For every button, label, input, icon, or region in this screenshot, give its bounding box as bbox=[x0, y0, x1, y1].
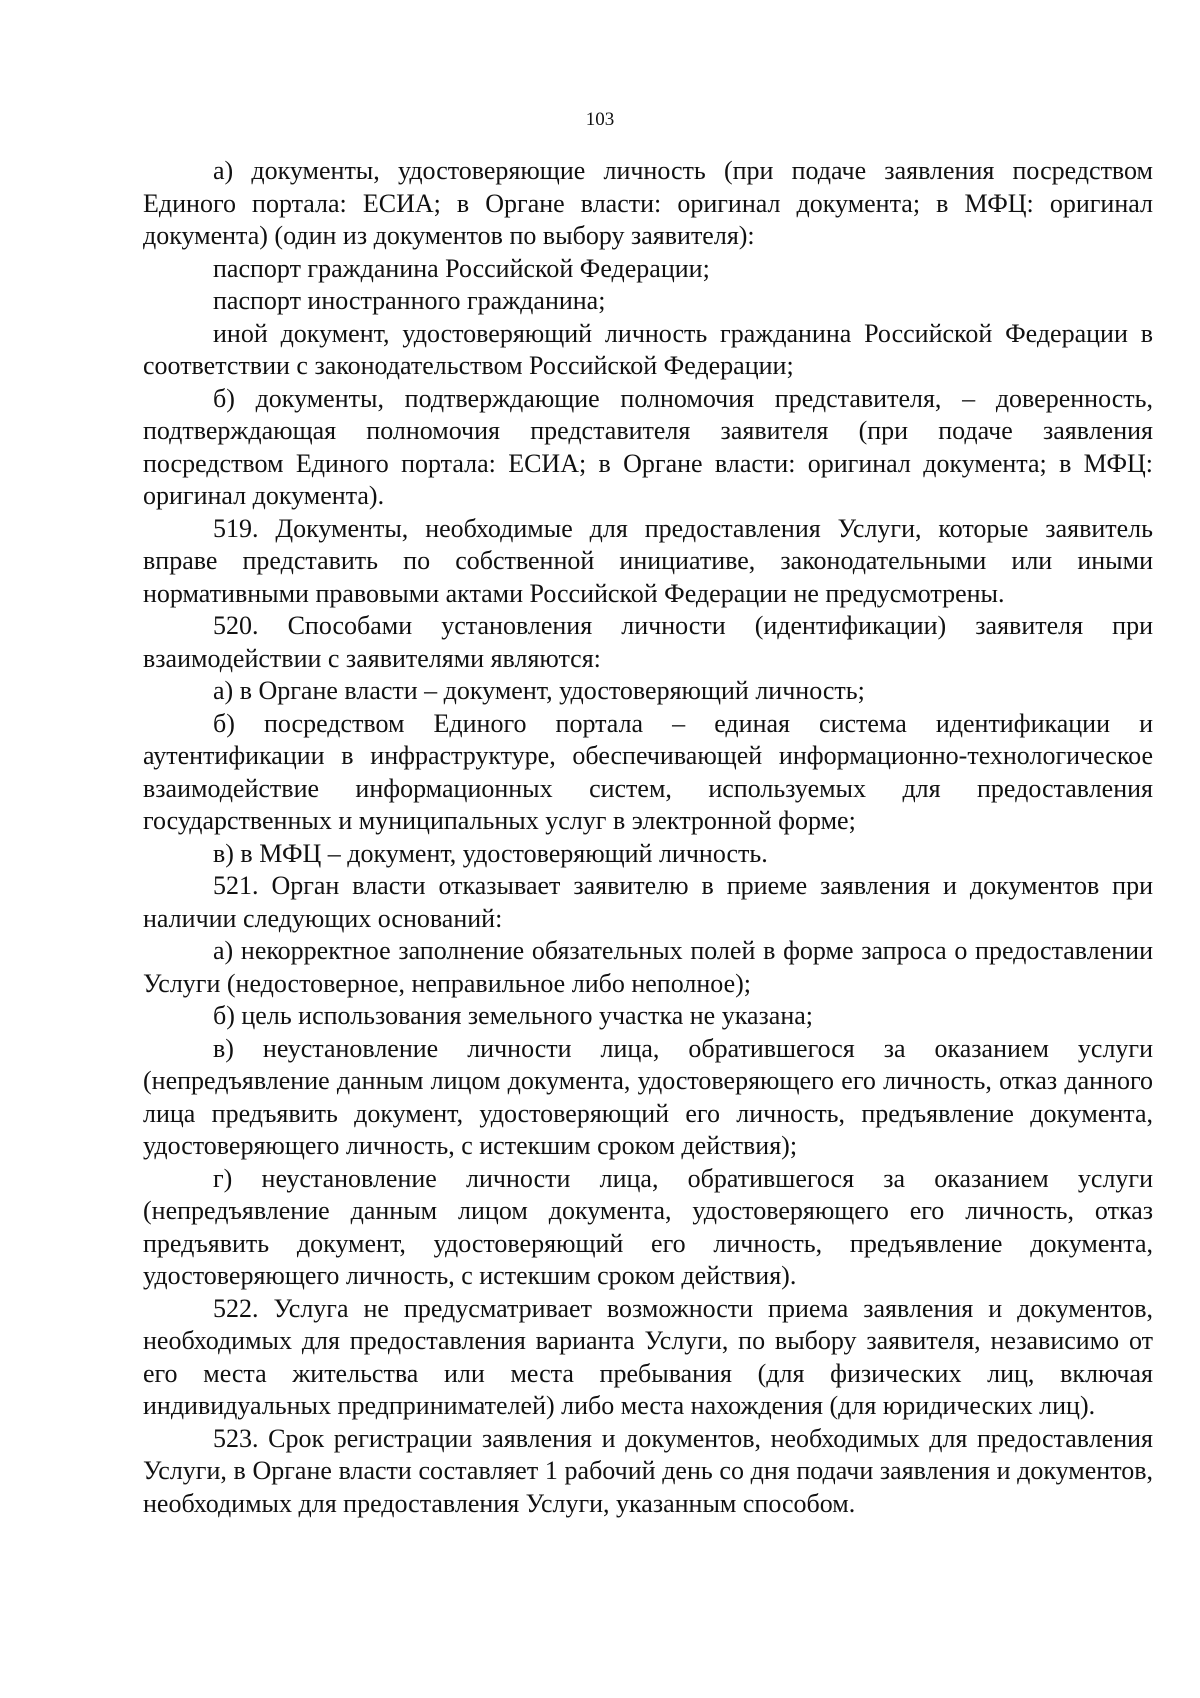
list-item-foreign-passport: паспорт иностранного гражданина; bbox=[213, 286, 606, 315]
clause-521-item-g: г) неустановление личности лица, обратившегося за оказанием услуги (непредъявление данным лицом документа, удостоверяющего его личность, отказ предъявить документ, удостоверяющий его личность, предъявление документа, удостоверяющего личность, с истекшим сроком действия). bbox=[143, 1163, 1153, 1290]
clause-521: 521. Орган власти отказывает заявителю в приеме заявления и документов при наличии следующих оснований: bbox=[143, 871, 1153, 933]
clause-523: 523. Срок регистрации заявления и документов, необходимых для предоставления Услуги, в Органе власти составляет 1 рабочий день со дня подачи заявления и документов, необходимых для предоставления Услуги, указанным способом. bbox=[143, 1423, 1153, 1518]
list-item-other-document: иной документ, удостоверяющий личность гражданина Российской Федерации в соответствии с законодательством Российской Федерации; bbox=[143, 318, 1153, 380]
clause-520-item-b: б) посредством Единого портала – единая система идентификации и аутентификации в инфраструктуре, обеспечивающей информационно-технологическое взаимодействие информационных систем, используемых для предоставления государственных и муниципальных услуг в электронной форме; bbox=[143, 708, 1153, 835]
clause-522: 522. Услуга не предусматривает возможности приема заявления и документов, необходимых для предоставления варианта Услуги, по выбору заявителя, независимо от его места жительства или места пребывания (для физических лиц, включая индивидуальных предпринимателей) либо места нахождения (для юридических лиц). bbox=[143, 1293, 1153, 1420]
clause-520-item-a: а) в Органе власти – документ, удостоверяющий личность; bbox=[213, 676, 865, 705]
page-number: 103 bbox=[585, 109, 615, 130]
list-item-rf-passport: паспорт гражданина Российской Федерации; bbox=[213, 253, 710, 283]
paragraph-b-representative-documents: б) документы, подтверждающие полномочия представителя, – доверенность, подтверждающая полномочия представителя заявителя (при подаче заявления посредством Единого портала: ЕСИА; в Органе власти: оригинал документа; в МФЦ: оригинал документа). bbox=[143, 383, 1153, 510]
clause-520-item-v: в) в МФЦ – документ, удостоверяющий личность. bbox=[213, 838, 768, 868]
clause-521-item-v: в) неустановление личности лица, обратившегося за оказанием услуги (непредъявление данным лицом документа, удостоверяющего его личность, отказ данного лица предъявить документ, удостоверяющий его личность, предъявление документа, удостоверяющего личность, с истекшим сроком действия); bbox=[143, 1033, 1153, 1160]
clause-520: 520. Способами установления личности (идентификации) заявителя при взаимодействии с заявителями являются: bbox=[143, 611, 1153, 673]
paragraph-a-identity-documents: а) документы, удостоверяющие личность (при подаче заявления посредством Единого портала: ЕСИА; в Органе власти: оригинал документа; в МФЦ: оригинал документа) (один из документов по выбору заявителя): bbox=[143, 156, 1153, 250]
clause-521-item-a: а) некорректное заполнение обязательных полей в форме запроса о предоставлении Услуги (недостоверное, неправильное либо неполное); bbox=[143, 936, 1153, 998]
document-body bbox=[143, 155, 1153, 1520]
clause-521-item-b: б) цель использования земельного участка не указана; bbox=[213, 1001, 813, 1030]
clause-519: 519. Документы, необходимые для предоставления Услуги, которые заявитель вправе представить по собственной инициативе, законодательными или иными нормативными правовыми актами Российской Федерации не предусмотрены. bbox=[143, 513, 1153, 608]
